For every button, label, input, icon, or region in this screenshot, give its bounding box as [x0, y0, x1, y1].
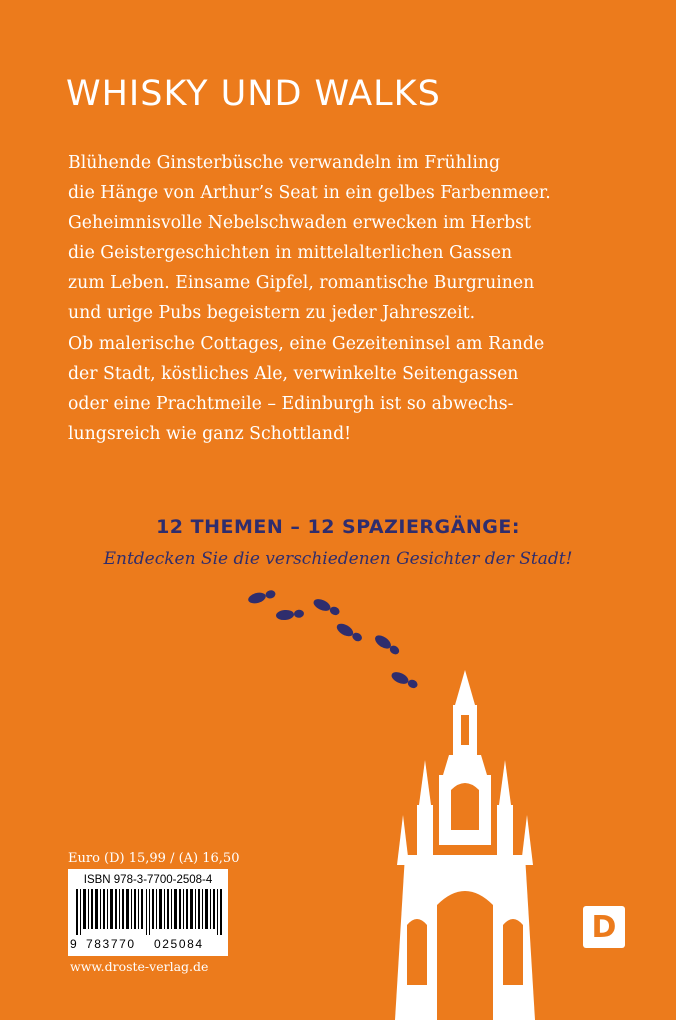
blurb-line: oder eine Prachtmeile – Edinburgh ist so abwechs-	[68, 393, 514, 414]
barcode-bars-icon	[76, 889, 222, 935]
book-title: WHISKY UND WALKS	[66, 74, 441, 114]
barcode-digits-group1: 783770	[86, 937, 136, 951]
blurb-line: Blühende Ginsterbüsche verwandeln im Frühling	[68, 153, 501, 173]
blurb-line: der Stadt, köstliches Ale, verwinkelte Seitengassen	[68, 363, 519, 384]
blurb-line: und urige Pubs begeistern zu jeder Jahreszeit.	[68, 303, 476, 324]
blurb-line: Ob malerische Cottages, eine Gezeiteninsel am Rande	[68, 333, 545, 354]
barcode	[68, 869, 228, 956]
barcode-digit-lead: 9	[70, 937, 77, 951]
publisher-website: www.droste-verlag.de	[70, 959, 209, 974]
scott-monument-icon	[385, 665, 545, 1020]
price-label: Euro (D) 15,99 / (A) 16,50	[68, 851, 240, 866]
publisher-logo-icon	[583, 906, 625, 948]
barcode-digits-group2: 025084	[154, 937, 204, 951]
blurb-line: Geheimnisvolle Nebelschwaden erwecken im Herbst	[68, 213, 531, 234]
blurb-line: zum Leben. Einsame Gipfel, romantische Burgruinen	[68, 273, 535, 294]
blurb-line: die Hänge von Arthur’s Seat in ein gelbes Farbenmeer.	[68, 183, 551, 204]
blurb-line: die Geistergeschichten in mittelalterlichen Gassen	[68, 243, 513, 264]
blurb-text	[68, 148, 628, 449]
blurb-line: lungsreich wie ganz Schottland!	[68, 423, 352, 444]
isbn-label: ISBN 978-3-7700-2508-4	[83, 874, 213, 886]
tagline: Entdecken Sie die verschiedenen Gesichter der Stadt!	[103, 549, 573, 569]
logo-letter: D	[591, 909, 617, 945]
themes-heading: 12 THEMEN – 12 SPAZIERGÄNGE:	[156, 516, 520, 538]
